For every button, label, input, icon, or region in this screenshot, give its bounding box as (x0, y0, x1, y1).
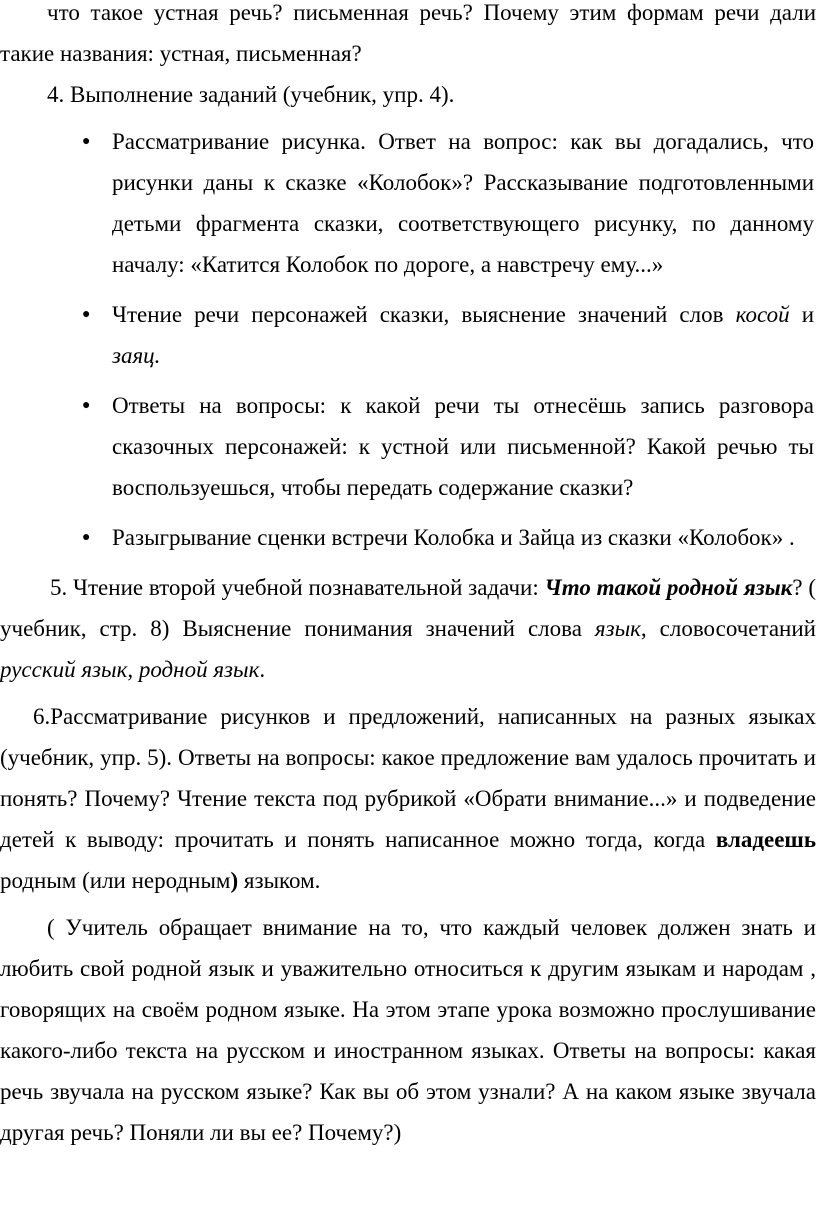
bullet-dot-icon: ● (82, 134, 91, 149)
section-6-paragraph (0, 696, 816, 901)
bold-paren: ) (230, 868, 239, 893)
section-5-text-2: , словосочетаний (640, 616, 816, 641)
bullet-text-conjunction: и (789, 302, 815, 327)
bullet-dot-icon: ● (82, 307, 91, 322)
italic-phrases: русский язык, родной язык (0, 657, 260, 682)
bullet-dot-icon: ● (82, 530, 91, 545)
bullet-dot-icon: ● (82, 398, 91, 413)
task-4-bullet-list (0, 121, 816, 558)
section-5-paragraph (0, 567, 816, 690)
bullet-item-reading (0, 294, 816, 376)
section-6-end: языком. (238, 868, 321, 893)
bullet-item-scene (0, 517, 816, 558)
bullet-text: Разыгрывание сценки встречи Колобка и Зайца из сказки «Колобок» . (112, 525, 795, 550)
bullet-item-picture (0, 121, 816, 285)
bullet-text: Ответы на вопросы: к какой речи ты отнесёшь запись разговора сказочных персонажей: к устной или письменной? Какой речью ты воспользуешься, чтобы передать содержание сказки? (112, 393, 814, 500)
bullet-item-answers (0, 385, 816, 508)
italic-word-yazyk: язык (594, 616, 641, 641)
task-4-heading: 4. Выполнение заданий (учебник, упр. 4). (47, 82, 455, 107)
teacher-note-paragraph: ( Учитель обращает внимание на то, что каждый человек должен знать и любить свой родной язык и уважительно относиться к другим языкам и народам , говорящих на своём родном языке. На этом этапе урока возможно прослушивание какого-либо текста на русском и иностранном языках. Ответы на вопросы: какая речь звучала на русском языке? Как вы об этом узнали? А на каком языке звучала другая речь? Поняли ли вы ее? Почему?) (0, 915, 816, 1145)
italic-word-zayats: заяц. (112, 343, 161, 368)
section-5-task-title: Что такой родной язык (544, 575, 793, 600)
section-5-prefix: 5. Чтение второй учебной познавательной задачи: (50, 575, 545, 600)
section-5-end: . (259, 657, 266, 682)
section-6-text: 6.Рассматривание рисунков и предложений, написанных на разных языках (учебник, упр. 5). Ответы на вопросы: какое предложение вам удалось прочитать и понять? Почему? Чтение текста под рубрикой «Обрати внимание...» и подведение детей к выводу: прочитать и понять написанное можно тогда, когда (0, 704, 816, 852)
bullet-text: Рассматривание рисунка. Ответ на вопрос: как вы догадались, что рисунки даны к сказке «Колобок»? Рассказывание подготовленными детьми фрагмента сказки, соответствующего рисунку, по данному началу: «Катится Колобок по дороге, а навстречу ему...» (112, 129, 814, 277)
intro-paragraph: что такое устная речь? письменная речь? Почему этим формам речи дали такие названия: устная, письменная? (0, 0, 816, 66)
bullet-text: Чтение речи персонажей сказки, выяснение значений слов (112, 302, 736, 327)
section-6-text-2: родным (или неродным (0, 868, 231, 893)
section-5-text: ? ( учебник, стр. 8) Выяснение понимания значений слова (0, 575, 816, 641)
italic-word-kosoy: косой (735, 302, 790, 327)
bold-word-vladeesh: владеешь (715, 827, 816, 852)
